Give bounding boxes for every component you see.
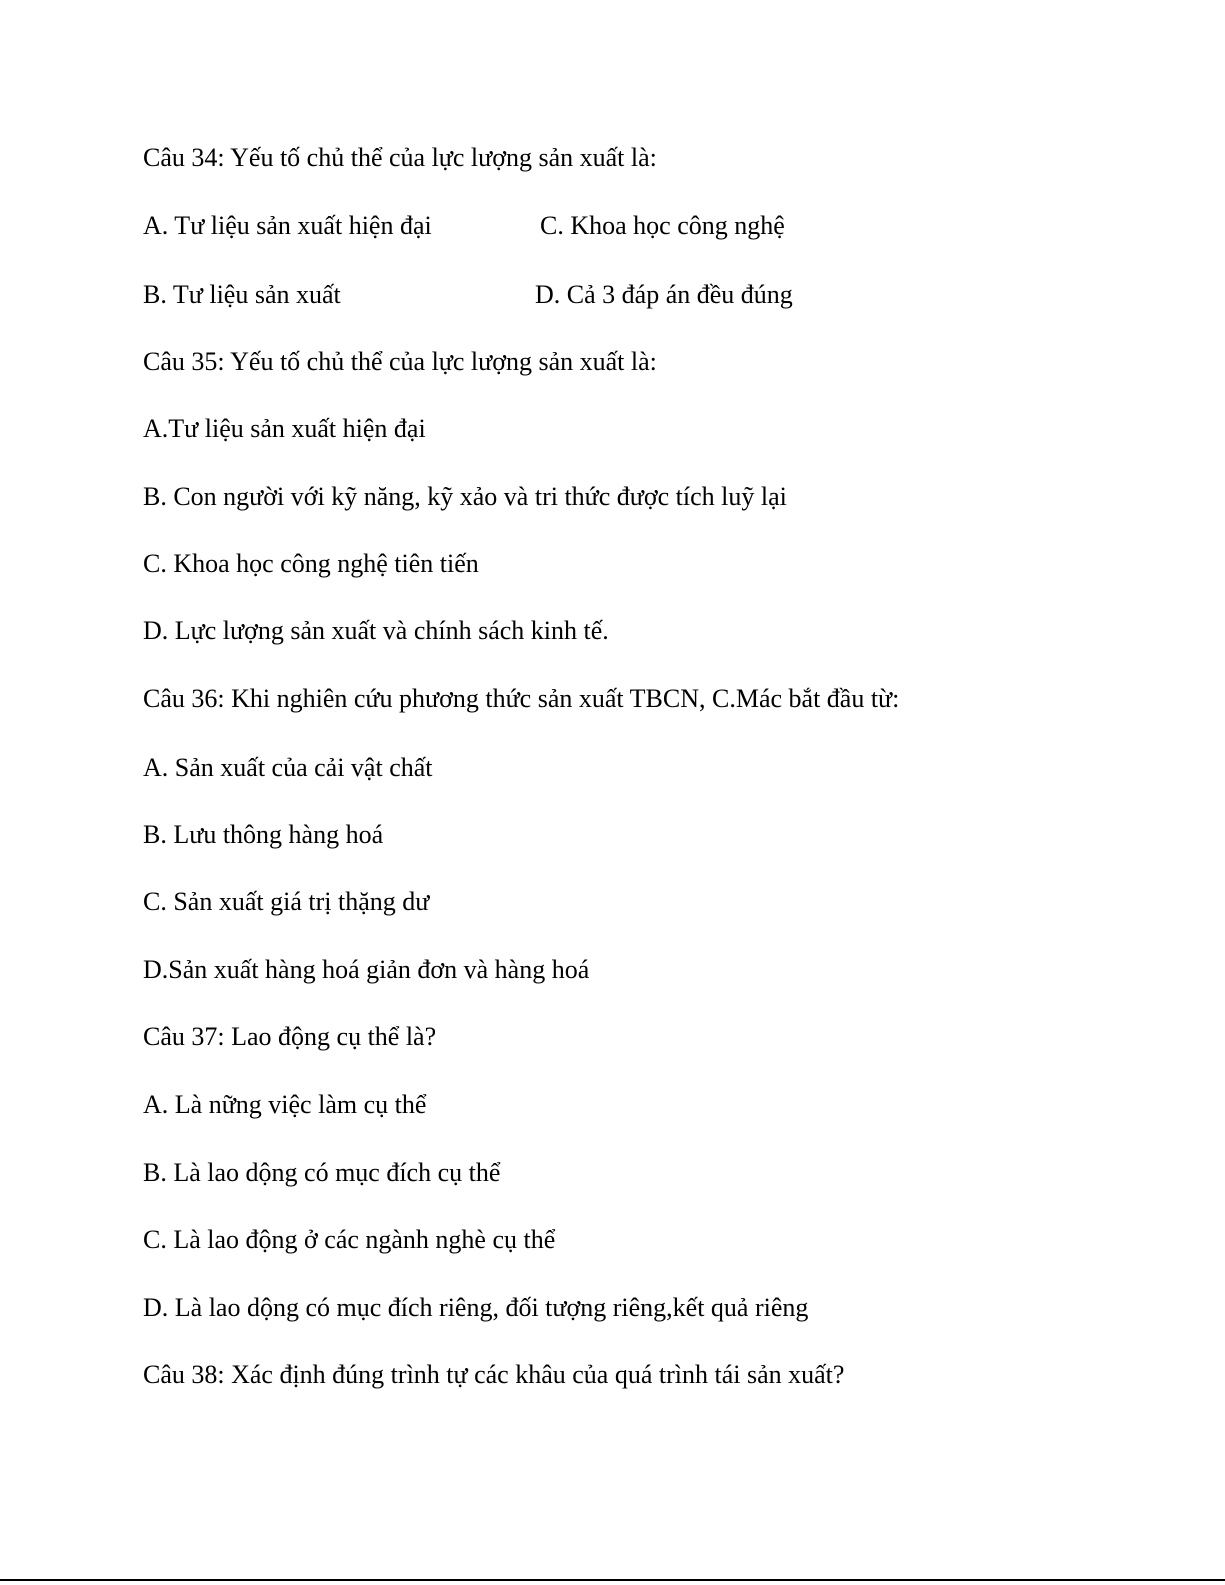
question-37-option-b: B. Là lao dộng có mục đích cụ thể: [143, 1158, 501, 1187]
question-34-option-a: A. Tư liệu sản xuất hiện đại: [143, 211, 432, 240]
question-35-option-a: A.Tư liệu sản xuất hiện đại: [143, 414, 426, 443]
question-36-stem: Câu 36: Khi nghiên cứu phương thức sản xuất TBCN, C.Mác bắt đầu từ:: [143, 684, 900, 713]
question-34-row-1: [143, 210, 785, 242]
question-35-option-c: C. Khoa học công nghệ tiên tiến: [143, 549, 479, 578]
page-bottom-rule: [0, 1579, 1225, 1581]
question-37-option-d: D. Là lao dộng có mục đích riêng, đối tượng riêng,kết quả riêng: [143, 1293, 809, 1322]
question-37-option-c: C. Là lao động ở các ngành nghè cụ thể: [143, 1225, 556, 1254]
question-36-option-c: C. Sản xuất giá trị thặng dư: [143, 887, 430, 916]
question-38-stem: Câu 38: Xác định đúng trình tự các khâu của quá trình tái sản xuất?: [143, 1360, 845, 1389]
question-34-stem: Câu 34: Yếu tố chủ thể của lực lượng sản xuất là:: [143, 143, 657, 172]
question-34-option-d: D. Cả 3 đáp án đều đúng: [535, 280, 793, 309]
question-34-option-c: C. Khoa học công nghệ: [540, 211, 785, 240]
question-37-stem: Câu 37: Lao động cụ thể là?: [143, 1022, 437, 1051]
question-34-option-b: B. Tư liệu sản xuất: [143, 280, 341, 309]
question-35-option-b: B. Con người với kỹ năng, kỹ xảo và tri thức được tích luỹ lại: [143, 482, 787, 511]
question-37-option-a: A. Là nững việc làm cụ thể: [143, 1090, 427, 1119]
question-35-option-d: D. Lực lượng sản xuất và chính sách kinh tế.: [143, 616, 609, 645]
question-34-row-2: [143, 279, 793, 311]
question-36-option-a: A. Sản xuất của cải vật chất: [143, 753, 433, 782]
question-36-option-b: B. Lưu thông hàng hoá: [143, 820, 384, 849]
question-36-option-d: D.Sản xuất hàng hoá giản đơn và hàng hoá: [143, 955, 590, 984]
question-35-stem: Câu 35: Yếu tố chủ thể của lực lượng sản xuất là:: [143, 347, 657, 376]
